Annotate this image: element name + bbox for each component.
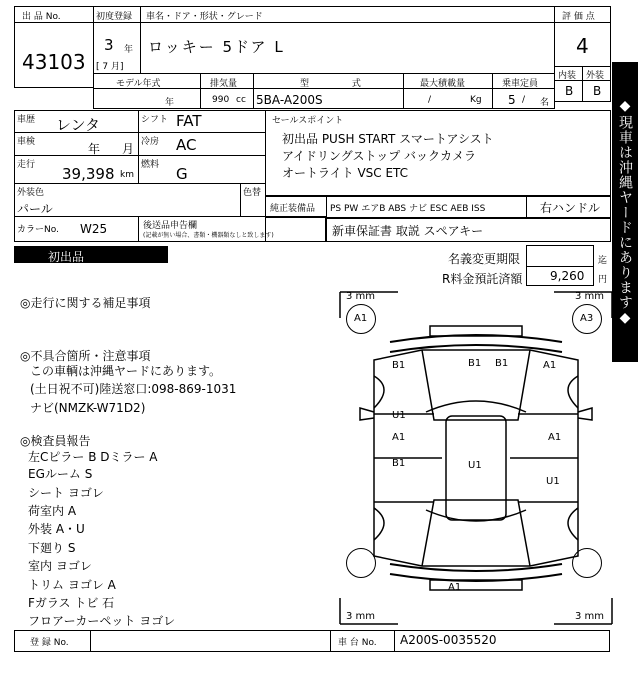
inspection-month-unit: 月 — [122, 142, 135, 156]
damage-mark: A1 — [354, 313, 368, 324]
recycle-suffix: 円 — [598, 275, 608, 285]
history-label: 車歴 — [17, 115, 36, 125]
color-no-label: カラーNo. — [17, 225, 59, 235]
lot-label: 出 品 No. — [22, 12, 61, 22]
fuel-label: 燃料 — [141, 160, 160, 170]
footer-row — [14, 630, 610, 652]
aircon-value: AC — [176, 136, 197, 154]
damage-mark: U1 — [392, 410, 406, 421]
vehicle-label: 車名・ドア・形状・グレード — [146, 12, 263, 22]
mileage-value: 39,398 — [62, 165, 115, 183]
note-line: トリム ヨゴレ A — [28, 578, 116, 592]
mileage-unit: km — [120, 170, 134, 180]
load-value: / — [428, 95, 432, 105]
capacity-sep: / — [522, 95, 526, 105]
color-value: パール — [17, 202, 53, 216]
history-value: レンタ — [56, 116, 101, 134]
damage-mark: A3 — [580, 313, 594, 324]
inspection-year-unit: 年 — [88, 142, 101, 156]
type-value: 5BA-A200S — [256, 93, 323, 107]
damage-mark: B1 — [392, 458, 406, 469]
equipment-value: PS PW エアB ABS ナビ ESC AEB ISS — [330, 204, 486, 214]
note-line: 外装 A・U — [28, 522, 85, 536]
color-change-label: 色替 — [243, 188, 262, 198]
note-line: 左Cピラー B Dミラー A — [28, 450, 158, 464]
tire-depth-rr: 3 mm — [575, 611, 605, 622]
name-change-label: 名義変更期限 — [448, 252, 521, 266]
chassis-no-label: 車 台 No. — [338, 638, 377, 648]
fuel-value: G — [176, 165, 188, 183]
shift-label: シフト — [141, 115, 169, 125]
registration-year-unit: 年 — [124, 45, 134, 55]
note-line: (土日祝不可)陸送窓口:098-869-1031 — [30, 382, 237, 396]
sales-point-line-1: 初出品 PUSH START スマートアシスト — [282, 132, 494, 146]
shift-value: FAT — [176, 112, 202, 130]
tire-rear-right — [572, 548, 602, 578]
grade-label: 評 価 点 — [562, 12, 595, 22]
name-change-value-box — [526, 245, 594, 267]
damage-mark: B1 — [495, 358, 509, 369]
note-line: ナビ(NMZK-W71D2) — [30, 401, 146, 415]
sales-point-line-3: オートライト VSC ETC — [282, 166, 409, 180]
damage-mark: B1 — [468, 358, 482, 369]
capacity-value: 5 — [508, 93, 516, 107]
chassis-no-value: A200S-0035520 — [400, 633, 497, 647]
damage-mark: A1 — [548, 432, 562, 443]
load-label: 最大積載量 — [420, 79, 466, 89]
damage-mark: B1 — [392, 360, 406, 371]
interior-grade: B — [565, 84, 574, 98]
first-listing-banner — [14, 246, 168, 263]
side-note: ◆現車は沖縄ヤードにあります◆ — [612, 62, 638, 362]
registration-label: 初度登録 — [96, 12, 133, 22]
note-line: シート ヨゴレ — [28, 486, 104, 500]
note-line: ◎検査員報告 — [20, 434, 91, 448]
model-year-label: モデル年式 — [116, 79, 161, 89]
exterior-label: 外装 — [586, 71, 605, 81]
model-year-unit: 年 — [165, 98, 175, 108]
damage-mark: U1 — [546, 476, 560, 487]
recycle-value: 9,260 — [550, 269, 585, 283]
note-line: Fガラス トビ 石 — [28, 596, 115, 610]
capacity-label: 乗車定員 — [502, 79, 539, 89]
note-line: ◎不具合箇所・注意事項 — [20, 349, 151, 363]
mileage-label: 走行 — [17, 160, 36, 170]
type-label: 型 式 — [300, 79, 361, 89]
interior-label: 内装 — [558, 71, 577, 81]
note-line: この車輌は沖縄ヤードにあります。 — [30, 364, 222, 378]
car-damage-diagram — [338, 290, 614, 626]
capacity-unit: 名 — [540, 98, 550, 108]
note-line: フロアーカーペット ヨゴレ — [28, 614, 176, 628]
tire-depth-rl: 3 mm — [346, 611, 376, 622]
warranty-text: 新車保証書 取説 スペアキー — [332, 224, 484, 238]
registration-month: [ 7 月] — [96, 62, 124, 72]
aircon-label: 冷房 — [141, 137, 160, 147]
sales-point-line-2: アイドリングストップ バックカメラ — [282, 149, 477, 163]
later-docs-note: (記載が無い場合、書類・機器類なしと致します) — [143, 232, 274, 239]
note-line: 室内 ヨゴレ — [28, 559, 92, 573]
note-line: 荷室内 A — [28, 504, 77, 518]
recycle-label: R料金預託済額 — [442, 272, 523, 286]
damage-mark: U1 — [468, 460, 482, 471]
sales-points-label: セールスポイント — [272, 116, 344, 126]
note-line: ◎走行に関する補足事項 — [20, 296, 151, 310]
equipment-label: 純正装備品 — [270, 204, 316, 214]
damage-mark: A1 — [448, 582, 462, 593]
color-no-value: W25 — [80, 222, 108, 236]
load-unit: Kg — [470, 95, 482, 105]
vehicle-name: ロッキー 5ドア L — [148, 38, 285, 56]
name-change-suffix: 迄 — [598, 256, 608, 266]
displacement-value: 990 — [212, 95, 230, 105]
displacement-unit: cc — [236, 95, 246, 105]
registration-year: 3 — [104, 36, 114, 54]
tire-depth-fl: 3 mm — [346, 291, 376, 302]
damage-mark: A1 — [392, 432, 406, 443]
drive-side: 右ハンドル — [540, 201, 601, 215]
later-docs-label: 後送品申告欄 — [143, 221, 198, 231]
lot-number: 43103 — [22, 50, 86, 74]
note-line: 下廻り S — [28, 541, 76, 555]
first-listing-label: 初出品 — [48, 250, 85, 264]
grade-score: 4 — [576, 34, 589, 58]
exterior-grade: B — [593, 84, 602, 98]
registration-no-label: 登 録 No. — [30, 638, 69, 648]
damage-mark: A1 — [543, 360, 557, 371]
color-label: 外装色 — [17, 188, 45, 198]
tire-rear-left — [346, 548, 376, 578]
inspection-label: 車検 — [17, 137, 36, 147]
displacement-label: 排気量 — [210, 79, 238, 89]
tire-depth-fr: 3 mm — [575, 291, 605, 302]
note-line: EGルーム S — [28, 467, 93, 481]
